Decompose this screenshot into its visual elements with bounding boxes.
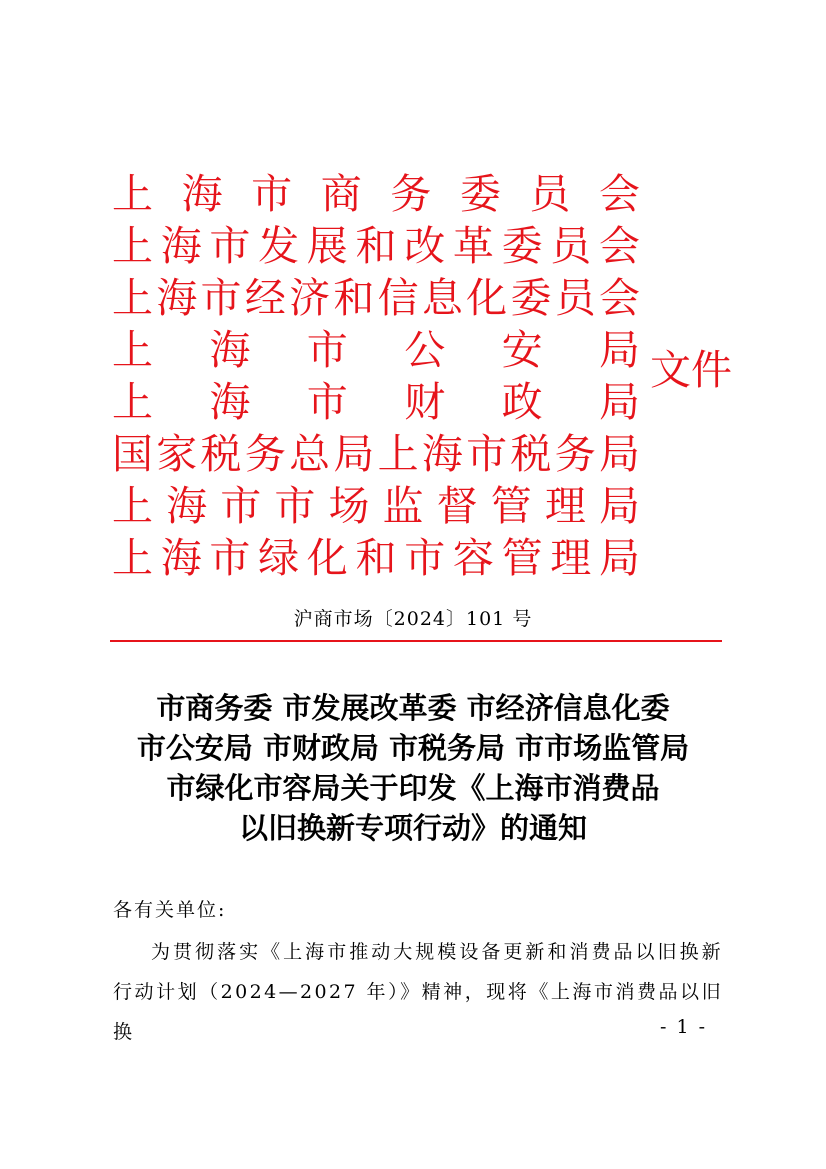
issuer-commerce-commission: 上 海 市 商 务 委 员 会 [112,170,640,218]
salutation: 各有关单位: [113,899,227,921]
issuer-development-reform-commission: 上海市发展和改革委员会 [112,222,640,270]
page-number: - 1 - [660,1016,708,1038]
document-title [100,688,726,848]
issuer-finance-bureau: 上 海 市 财 政 局 [112,378,640,426]
title-line: 市商务委 市发展改革委 市经济信息化委 [156,691,670,725]
issuer-landscaping-city-appearance-bureau: 上海市绿化和市容管理局 [112,534,640,582]
title-line: 市公安局 市财政局 市税务局 市市场监管局 [136,731,690,765]
red-divider [110,640,722,642]
issuer-market-supervision-bureau: 上 海 市 市 场 监 督 管 理 局 [112,482,640,530]
issuing-authorities [112,168,640,584]
issuer-tax-bureau: 国家税务总局上海市税务局 [112,430,640,478]
body-paragraph: 为贯彻落实《上海市推动大规模设备更新和消费品以旧换新行动计划（2024—2027 年）》精神，现将《上海市消费品以旧换 [113,941,723,1043]
title-line: 以旧换新专项行动》的通知 [238,811,587,845]
issuer-economy-informatization-commission: 上海市经济和信息化委员会 [112,274,640,322]
document-number: 沪商市场〔2024〕101 号 [293,608,533,630]
issuer-public-security-bureau: 上 海 市 公 安 局 [112,326,640,374]
title-line: 市绿化市容局关于印发《上海市消费品 [166,771,660,805]
document-suffix: 文件 [650,346,732,394]
